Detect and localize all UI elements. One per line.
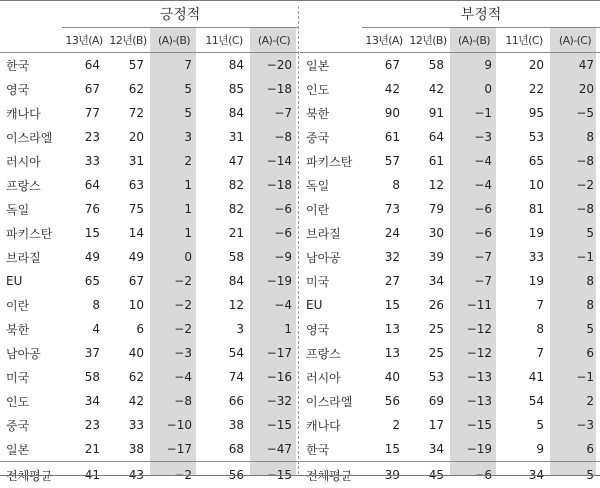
table-row — [300, 365, 600, 389]
cell-b: 58 — [406, 53, 450, 78]
country-name: 영국 — [300, 317, 362, 341]
cell-ab: −6 — [450, 197, 498, 221]
cell-ab: −3 — [150, 341, 198, 365]
table-row — [0, 341, 298, 365]
cell-ab: −1 — [450, 101, 498, 125]
header-row — [0, 28, 298, 53]
cell-ab: 2 — [150, 149, 198, 173]
cell-ac: −1 — [550, 365, 600, 389]
cell-a: 39 — [362, 462, 406, 488]
cell-b: 69 — [406, 389, 450, 413]
cell-ab: 0 — [450, 77, 498, 101]
cell-c: 82 — [198, 197, 250, 221]
country-name: 인도 — [0, 389, 62, 413]
cell-b: 62 — [106, 77, 150, 101]
header-row — [300, 28, 600, 53]
cell-ab: −10 — [150, 413, 198, 437]
cell-c: 84 — [198, 269, 250, 293]
table-row — [0, 125, 298, 149]
cell-a: 23 — [62, 413, 106, 437]
cell-c: 7 — [498, 293, 550, 317]
country-name: EU — [0, 269, 62, 293]
cell-c: 56 — [198, 462, 250, 488]
cell-a: 27 — [362, 269, 406, 293]
cell-a: 64 — [62, 53, 106, 78]
negative-table — [300, 28, 600, 488]
table-row — [300, 341, 600, 365]
cell-ac: −5 — [550, 101, 600, 125]
table-row — [0, 77, 298, 101]
country-name: 북한 — [0, 317, 62, 341]
cell-ab: −12 — [450, 341, 498, 365]
cell-ac: −8 — [550, 197, 600, 221]
cell-c: 54 — [198, 341, 250, 365]
column-header: 12년(B) — [406, 28, 450, 53]
cell-b: 75 — [106, 197, 150, 221]
cell-ac: −6 — [250, 197, 298, 221]
column-header: (A)-(B) — [450, 28, 498, 53]
negative-title: 부정적 — [362, 0, 600, 28]
positive-panel — [0, 0, 298, 480]
cell-ab: −3 — [450, 125, 498, 149]
cell-a: 67 — [62, 77, 106, 101]
country-name: 일본 — [300, 53, 362, 78]
table-row — [0, 317, 298, 341]
cell-a: 13 — [362, 341, 406, 365]
cell-c: 84 — [198, 53, 250, 78]
cell-b: 26 — [406, 293, 450, 317]
cell-ab: −11 — [450, 293, 498, 317]
cell-ac: 8 — [550, 269, 600, 293]
cell-b: 62 — [106, 365, 150, 389]
cell-ac: −6 — [250, 221, 298, 245]
cell-ac: 47 — [550, 53, 600, 78]
cell-c: 41 — [498, 365, 550, 389]
table-row — [300, 101, 600, 125]
header-country — [0, 28, 62, 53]
cell-ab: −6 — [450, 221, 498, 245]
column-header: 12년(B) — [106, 28, 150, 53]
cell-c: 33 — [498, 245, 550, 269]
cell-ac: −15 — [250, 462, 298, 488]
cell-ab: 7 — [150, 53, 198, 78]
country-name: 이란 — [300, 197, 362, 221]
cell-ac: 5 — [550, 462, 600, 488]
cell-c: 7 — [498, 341, 550, 365]
cell-b: 14 — [106, 221, 150, 245]
cell-ac: −15 — [250, 413, 298, 437]
cell-b: 17 — [406, 413, 450, 437]
cell-ab: 0 — [150, 245, 198, 269]
cell-a: 64 — [62, 173, 106, 197]
table-row — [0, 221, 298, 245]
country-name: 남아공 — [0, 341, 62, 365]
cell-ab: −12 — [450, 317, 498, 341]
cell-ac: −14 — [250, 149, 298, 173]
cell-c: 85 — [198, 77, 250, 101]
country-name: 한국 — [0, 53, 62, 78]
cell-ac: −17 — [250, 341, 298, 365]
country-name: 중국 — [0, 413, 62, 437]
cell-b: 34 — [406, 269, 450, 293]
cell-a: 73 — [362, 197, 406, 221]
cell-ab: 5 — [150, 77, 198, 101]
cell-a: 21 — [62, 437, 106, 462]
cell-ab: −13 — [450, 365, 498, 389]
table-row — [0, 245, 298, 269]
cell-ab: −4 — [450, 149, 498, 173]
cell-a: 76 — [62, 197, 106, 221]
cell-c: 47 — [198, 149, 250, 173]
cell-a: 24 — [362, 221, 406, 245]
cell-c: 9 — [498, 437, 550, 462]
cell-a: 57 — [362, 149, 406, 173]
cell-ac: −19 — [250, 269, 298, 293]
cell-ac: −18 — [250, 173, 298, 197]
cell-ab: −2 — [150, 317, 198, 341]
table-row — [300, 149, 600, 173]
cell-a: 15 — [362, 437, 406, 462]
column-header: 13년(A) — [362, 28, 406, 53]
cell-c: 21 — [198, 221, 250, 245]
cell-ac: −2 — [550, 173, 600, 197]
cell-ac: 6 — [550, 341, 600, 365]
cell-ab: −15 — [450, 413, 498, 437]
cell-b: 20 — [106, 125, 150, 149]
cell-a: 40 — [362, 365, 406, 389]
country-name: 프랑스 — [0, 173, 62, 197]
country-name: 캐나다 — [300, 413, 362, 437]
table-row — [0, 173, 298, 197]
cell-a: 8 — [62, 293, 106, 317]
cell-c: 84 — [198, 101, 250, 125]
cell-ab: 1 — [150, 197, 198, 221]
cell-b: 53 — [406, 365, 450, 389]
cell-b: 42 — [406, 77, 450, 101]
header-country — [300, 28, 362, 53]
cell-c: 22 — [498, 77, 550, 101]
cell-b: 38 — [106, 437, 150, 462]
table-row — [0, 197, 298, 221]
cell-a: 37 — [62, 341, 106, 365]
cell-ab: −4 — [450, 173, 498, 197]
cell-ac: 8 — [550, 125, 600, 149]
table-row — [300, 245, 600, 269]
column-header: (A)-(C) — [550, 28, 600, 53]
table-row — [300, 197, 600, 221]
country-name: 중국 — [300, 125, 362, 149]
cell-b: 31 — [106, 149, 150, 173]
country-name: 전체평균 — [300, 462, 362, 488]
cell-c: 95 — [498, 101, 550, 125]
table-row — [300, 413, 600, 437]
cell-c: 82 — [198, 173, 250, 197]
cell-c: 65 — [498, 149, 550, 173]
country-name: 한국 — [300, 437, 362, 462]
cell-ab: 3 — [150, 125, 198, 149]
country-name: 브라질 — [300, 221, 362, 245]
cell-ab: −7 — [450, 269, 498, 293]
positive-table — [0, 28, 298, 488]
cell-a: 49 — [62, 245, 106, 269]
positive-title: 긍정적 — [62, 0, 298, 28]
cell-c: 31 — [198, 125, 250, 149]
country-name: 미국 — [0, 365, 62, 389]
country-name: 캐나다 — [0, 101, 62, 125]
cell-ac: −18 — [250, 77, 298, 101]
cell-c: 10 — [498, 173, 550, 197]
cell-b: 30 — [406, 221, 450, 245]
table-row — [300, 77, 600, 101]
country-name: 미국 — [300, 269, 362, 293]
cell-c: 54 — [498, 389, 550, 413]
cell-b: 61 — [406, 149, 450, 173]
cell-ac: 2 — [550, 389, 600, 413]
cell-ac: −1 — [550, 245, 600, 269]
cell-a: 4 — [62, 317, 106, 341]
cell-b: 39 — [406, 245, 450, 269]
cell-b: 43 — [106, 462, 150, 488]
column-header: 11년(C) — [198, 28, 250, 53]
cell-a: 58 — [62, 365, 106, 389]
country-name: 브라질 — [0, 245, 62, 269]
cell-b: 33 — [106, 413, 150, 437]
cell-a: 41 — [62, 462, 106, 488]
cell-c: 12 — [198, 293, 250, 317]
cell-b: 64 — [406, 125, 450, 149]
cell-a: 34 — [62, 389, 106, 413]
column-header: (A)-(B) — [150, 28, 198, 53]
table-row — [300, 221, 600, 245]
table-row — [300, 173, 600, 197]
cell-b: 79 — [406, 197, 450, 221]
cell-ab: 1 — [150, 173, 198, 197]
cell-c: 34 — [498, 462, 550, 488]
cell-c: 53 — [498, 125, 550, 149]
cell-b: 12 — [406, 173, 450, 197]
cell-b: 91 — [406, 101, 450, 125]
cell-ac: 8 — [550, 293, 600, 317]
cell-b: 40 — [106, 341, 150, 365]
cell-a: 56 — [362, 389, 406, 413]
table-row — [0, 293, 298, 317]
country-name: 이란 — [0, 293, 62, 317]
cell-a: 90 — [362, 101, 406, 125]
cell-a: 32 — [362, 245, 406, 269]
table-row — [0, 149, 298, 173]
table-row — [300, 317, 600, 341]
country-name: 파키스탄 — [300, 149, 362, 173]
country-name: 인도 — [300, 77, 362, 101]
table-row — [300, 125, 600, 149]
cell-c: 20 — [498, 53, 550, 78]
table-row — [300, 53, 600, 78]
cell-ac: 20 — [550, 77, 600, 101]
dashed-divider — [298, 6, 299, 474]
cell-a: 61 — [362, 125, 406, 149]
cell-ac: −47 — [250, 437, 298, 462]
cell-ab: −17 — [150, 437, 198, 462]
cell-ab: −2 — [150, 462, 198, 488]
cell-c: 58 — [198, 245, 250, 269]
cell-ab: −19 — [450, 437, 498, 462]
country-name: 일본 — [0, 437, 62, 462]
cell-b: 63 — [106, 173, 150, 197]
table-row — [0, 437, 298, 462]
cell-a: 15 — [62, 221, 106, 245]
cell-a: 33 — [62, 149, 106, 173]
table-row — [300, 293, 600, 317]
column-header: 11년(C) — [498, 28, 550, 53]
country-name: 러시아 — [0, 149, 62, 173]
country-name: 프랑스 — [300, 341, 362, 365]
cell-c: 5 — [498, 413, 550, 437]
cell-c: 19 — [498, 221, 550, 245]
cell-ac: 5 — [550, 317, 600, 341]
cell-ac: −20 — [250, 53, 298, 78]
cell-a: 42 — [362, 77, 406, 101]
cell-ac: 5 — [550, 221, 600, 245]
table-row — [300, 389, 600, 413]
cell-ab: 9 — [450, 53, 498, 78]
cell-b: 45 — [406, 462, 450, 488]
country-name: 러시아 — [300, 365, 362, 389]
cell-ab: 1 — [150, 221, 198, 245]
column-header: (A)-(C) — [250, 28, 298, 53]
country-name: 이스라엘 — [0, 125, 62, 149]
cell-a: 15 — [362, 293, 406, 317]
cell-c: 38 — [198, 413, 250, 437]
country-name: 남아공 — [300, 245, 362, 269]
cell-ac: −8 — [550, 149, 600, 173]
cell-c: 19 — [498, 269, 550, 293]
cell-b: 34 — [406, 437, 450, 462]
country-name: 독일 — [0, 197, 62, 221]
cell-ab: −2 — [150, 293, 198, 317]
cell-c: 81 — [498, 197, 550, 221]
cell-a: 13 — [362, 317, 406, 341]
cell-b: 67 — [106, 269, 150, 293]
cell-ac: −16 — [250, 365, 298, 389]
cell-b: 25 — [406, 317, 450, 341]
table-row — [0, 101, 298, 125]
cell-b: 72 — [106, 101, 150, 125]
cell-ac: 6 — [550, 437, 600, 462]
cell-a: 67 — [362, 53, 406, 78]
table-row — [0, 269, 298, 293]
cell-ac: −7 — [250, 101, 298, 125]
country-name: 파키스탄 — [0, 221, 62, 245]
cell-ab: −4 — [150, 365, 198, 389]
cell-c: 8 — [498, 317, 550, 341]
country-name: 전체평균 — [0, 462, 62, 488]
cell-c: 66 — [198, 389, 250, 413]
cell-ac: −32 — [250, 389, 298, 413]
cell-b: 49 — [106, 245, 150, 269]
cell-b: 57 — [106, 53, 150, 78]
cell-ac: −9 — [250, 245, 298, 269]
table-row — [300, 269, 600, 293]
negative-panel — [300, 0, 600, 480]
column-header: 13년(A) — [62, 28, 106, 53]
cell-a: 2 — [362, 413, 406, 437]
cell-a: 77 — [62, 101, 106, 125]
cell-a: 8 — [362, 173, 406, 197]
cell-a: 65 — [62, 269, 106, 293]
cell-b: 42 — [106, 389, 150, 413]
cell-c: 3 — [198, 317, 250, 341]
cell-a: 23 — [62, 125, 106, 149]
cell-ab: −7 — [450, 245, 498, 269]
cell-c: 68 — [198, 437, 250, 462]
country-name: 이스라엘 — [300, 389, 362, 413]
cell-ab: 5 — [150, 101, 198, 125]
cell-ac: −3 — [550, 413, 600, 437]
country-name: 영국 — [0, 77, 62, 101]
cell-ab: −2 — [150, 269, 198, 293]
country-name: 독일 — [300, 173, 362, 197]
cell-ab: −13 — [450, 389, 498, 413]
cell-b: 25 — [406, 341, 450, 365]
cell-b: 6 — [106, 317, 150, 341]
cell-c: 74 — [198, 365, 250, 389]
bottom-rule — [0, 475, 600, 476]
table-row — [0, 389, 298, 413]
cell-ab: −8 — [150, 389, 198, 413]
table-row — [0, 365, 298, 389]
table-row — [0, 53, 298, 78]
table-row — [0, 413, 298, 437]
cell-ac: 1 — [250, 317, 298, 341]
country-name: EU — [300, 293, 362, 317]
country-name: 북한 — [300, 101, 362, 125]
table-row — [300, 437, 600, 462]
cell-ac: −8 — [250, 125, 298, 149]
cell-ab: −6 — [450, 462, 498, 488]
cell-ac: −4 — [250, 293, 298, 317]
cell-b: 10 — [106, 293, 150, 317]
